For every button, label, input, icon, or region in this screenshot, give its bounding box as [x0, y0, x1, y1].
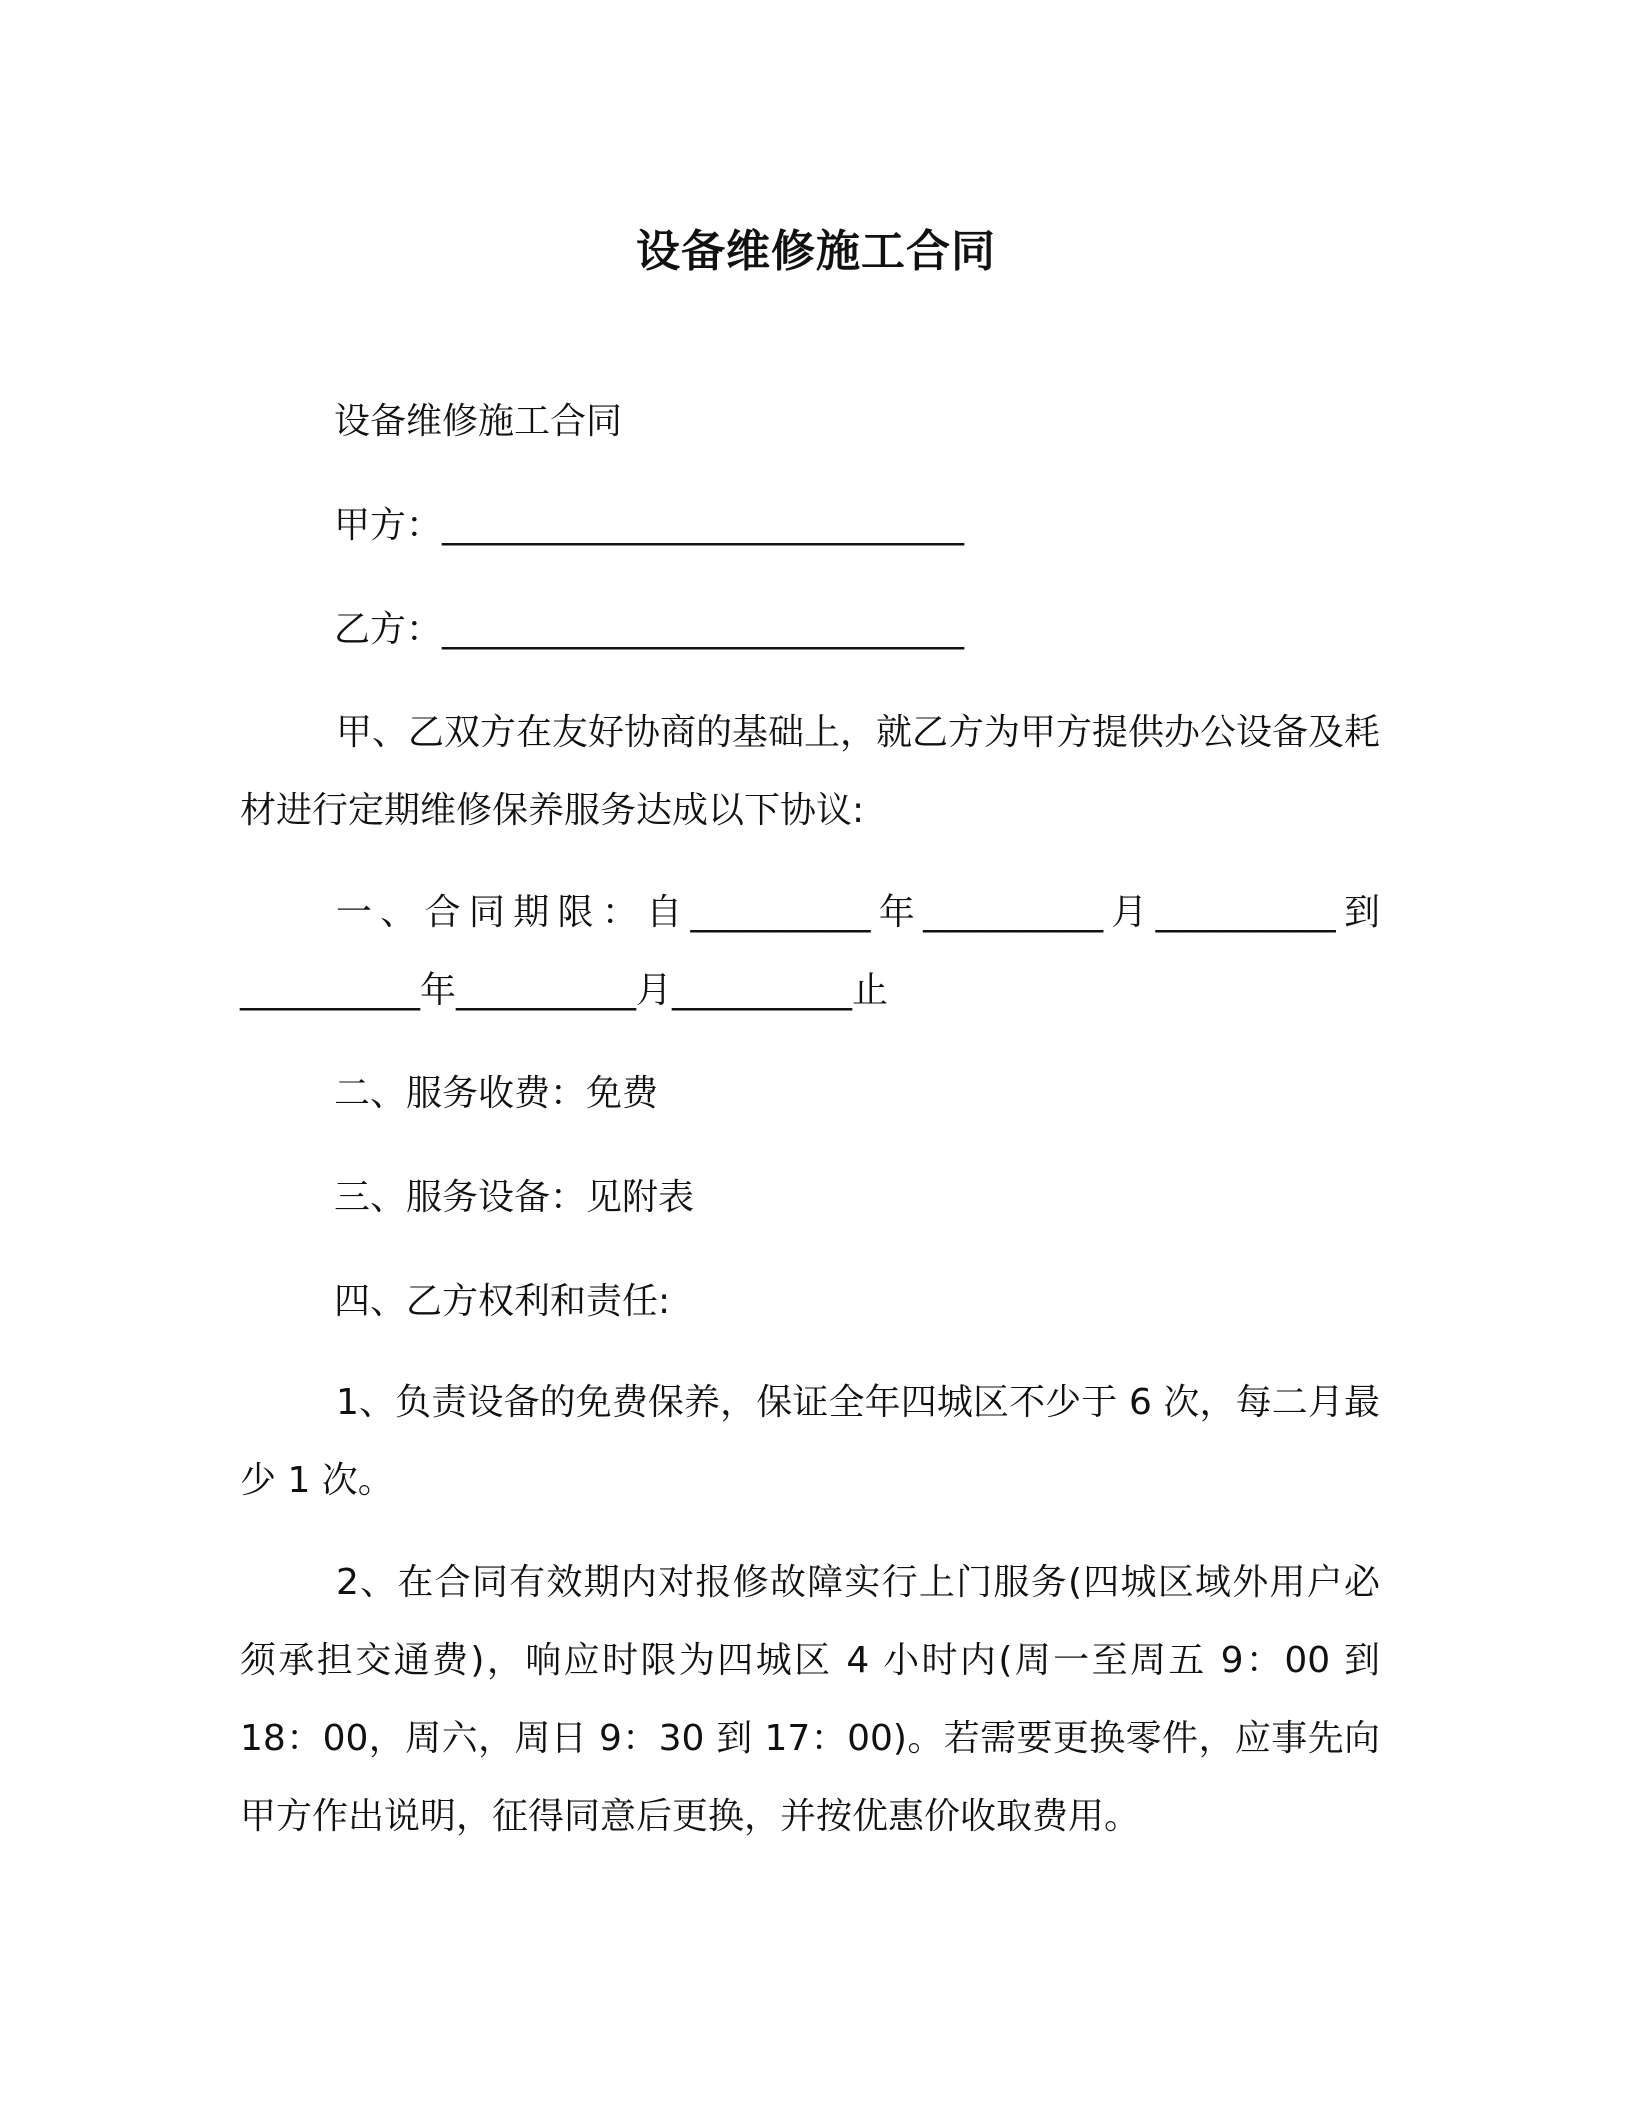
document-subtitle: 设备维修施工合同 [334, 401, 623, 442]
intro-paragraph: 甲、乙双方在友好协商的基础上，就乙方为甲方提供办公设备及耗材进行定期维修保养服务达成以下协议: [240, 712, 1381, 831]
clause-party-b-rights: 四、乙方权利和责任: [334, 1281, 671, 1322]
party-b-field: 乙方：_____________________________ [334, 609, 965, 650]
document-title: 设备维修施工合同 [636, 226, 996, 277]
item-onsite-service: 2、在合同有效期内对报修故障实行上门服务(四城区域外用户必须承担交通费)，响应时限为四城区 4 小时内(周一至周五 9：00 到 18：00，周六，周日 9：30 到 17：00)。若需要更换零件，应事先向甲方作出说明，征得同意后更换，并按优惠价收取费用。 [240, 1562, 1380, 1837]
clause-contract-period: 一、合同期限：自__________年__________月__________到__________年__________月__________止 [240, 892, 1380, 1011]
clause-service-fee: 二、服务收费：免费 [334, 1073, 659, 1114]
item-maintenance: 1、负责设备的免费保养，保证全年四城区不少于 6 次，每二月最少 1 次。 [240, 1382, 1380, 1501]
party-a-field: 甲方：_____________________________ [334, 505, 965, 546]
clause-service-equipment: 三、服务设备：见附表 [334, 1177, 695, 1218]
